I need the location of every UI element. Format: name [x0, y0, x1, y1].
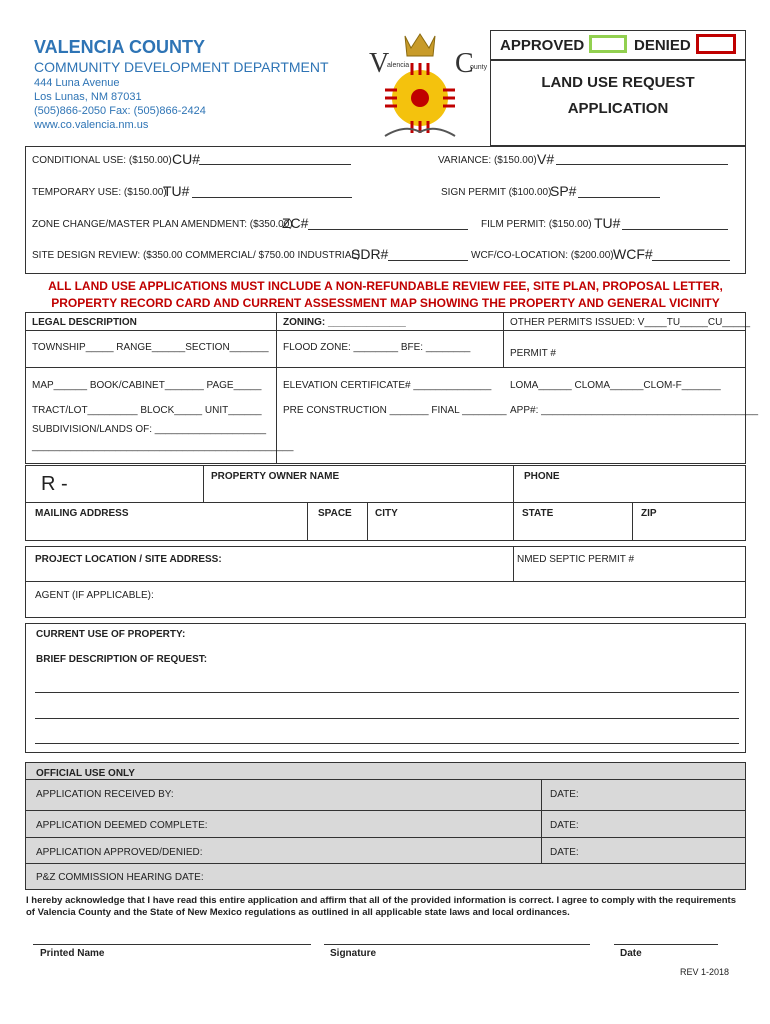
map-field[interactable]: MAP______ BOOK/CABINET_______ PAGE_____	[32, 380, 262, 391]
form-title-line2: APPLICATION	[567, 100, 669, 117]
address-line2: Los Lunas, NM 87031	[34, 91, 142, 103]
pre-construction-field[interactable]: PRE CONSTRUCTION _______ FINAL ________	[283, 405, 507, 416]
legal-description-label: LEGAL DESCRIPTION	[32, 317, 137, 328]
variance-code: V#	[537, 151, 555, 167]
received-date-field[interactable]: DATE:	[550, 789, 579, 800]
variance-field[interactable]	[556, 164, 728, 165]
dept-name: COMMUNITY DEVELOPMENT DEPARTMENT	[34, 59, 329, 75]
site-design-field[interactable]	[388, 260, 468, 261]
agent-field[interactable]: AGENT (IF APPLICABLE):	[35, 590, 154, 601]
description-line-1[interactable]	[35, 692, 739, 693]
website: www.co.valencia.nm.us	[34, 119, 149, 131]
pz-hearing-field[interactable]: P&Z COMMISSION HEARING DATE:	[36, 872, 204, 883]
wcf-code: WCF#	[613, 246, 653, 262]
subdivision-line2[interactable]: _______________________________________________	[32, 441, 294, 452]
phone-fax: (505)866-2050 Fax: (505)866-2424	[34, 105, 206, 117]
denied-checkbox[interactable]	[696, 34, 736, 54]
township-field[interactable]: TOWNSHIP_____ RANGE______SECTION_______	[32, 342, 269, 353]
temporary-use-field[interactable]	[192, 197, 352, 198]
complete-date-field[interactable]: DATE:	[550, 820, 579, 831]
owner-phone-field[interactable]: PHONE	[524, 471, 560, 482]
conditional-use-label: CONDITIONAL USE: ($150.00)	[32, 155, 172, 166]
state-field[interactable]: STATE	[522, 508, 554, 519]
mailing-address-field[interactable]: MAILING ADDRESS	[35, 508, 129, 519]
printed-name-line[interactable]	[33, 944, 311, 945]
zip-field[interactable]: ZIP	[641, 508, 657, 519]
site-design-code: SDR#	[351, 246, 389, 262]
conditional-use-code: CU#	[172, 151, 201, 167]
received-by-field[interactable]: APPLICATION RECEIVED BY:	[36, 789, 174, 800]
site-design-label: SITE DESIGN REVIEW: ($350.00 COMMERCIAL/ $750.00 INDUSTRIAL)	[32, 250, 361, 261]
wcf-field[interactable]	[652, 260, 730, 261]
film-permit-field[interactable]	[622, 229, 728, 230]
approved-denied-field[interactable]: APPLICATION APPROVED/DENIED:	[36, 847, 203, 858]
flood-zone-field[interactable]: FLOOD ZONE: ________ BFE: ________	[283, 342, 471, 353]
space-field[interactable]: SPACE	[318, 508, 352, 519]
tract-field[interactable]: TRACT/LOT_________ BLOCK_____ UNIT______	[32, 405, 262, 416]
film-permit-label: FILM PERMIT: ($150.00)	[481, 219, 592, 230]
denied-label: DENIED	[634, 37, 691, 54]
conditional-use-field[interactable]	[199, 164, 351, 165]
temporary-use-label: TEMPORARY USE: ($150.00)	[32, 187, 167, 198]
sign-permit-code: SP#	[550, 183, 577, 199]
variance-label: VARIANCE: ($150.00)	[438, 155, 537, 166]
other-permits-field[interactable]: OTHER PERMITS ISSUED: V____TU_____CU_____	[510, 317, 751, 328]
deemed-complete-field[interactable]: APPLICATION DEEMED COMPLETE:	[36, 820, 208, 831]
permit-field[interactable]: PERMIT #	[510, 348, 556, 359]
signature-label: Signature	[330, 948, 377, 959]
brief-description-label: BRIEF DESCRIPTION OF REQUEST:	[36, 654, 208, 665]
loma-field[interactable]: LOMA______ CLOMA______CLOM-F_______	[510, 380, 721, 391]
zone-change-code: ZC#	[282, 215, 309, 231]
zone-change-field[interactable]	[308, 229, 468, 230]
notice-line2: PROPERTY RECORD CARD AND CURRENT ASSESSMENT MAP SHOWING THE PROPERTY AND GENERAL VICINITY	[51, 296, 720, 310]
date-label: Date	[620, 948, 642, 959]
septic-permit-field[interactable]: NMED SEPTIC PERMIT #	[517, 554, 635, 565]
film-permit-code: TU#	[594, 215, 621, 231]
date-line[interactable]	[614, 944, 718, 945]
owner-table	[25, 465, 746, 541]
sign-permit-field[interactable]	[578, 197, 660, 198]
description-line-3[interactable]	[35, 743, 739, 744]
printed-name-label: Printed Name	[40, 948, 105, 959]
approved-label: APPROVED	[500, 37, 585, 54]
form-title-line1: LAND USE REQUEST	[541, 74, 695, 91]
app-number-field[interactable]: APP#: _______________________________________	[510, 405, 759, 416]
zone-change-label: ZONE CHANGE/MASTER PLAN AMENDMENT: ($350.00)	[32, 219, 293, 230]
temporary-use-code: TU#	[163, 183, 190, 199]
official-use-title: OFFICIAL USE ONLY	[36, 768, 135, 779]
signature-line[interactable]	[324, 944, 590, 945]
revision-label: REV 1-2018	[680, 967, 730, 977]
subdivision-field[interactable]: SUBDIVISION/LANDS OF: ____________________	[32, 424, 267, 435]
zoning-field[interactable]: ZONING: ______________	[283, 317, 406, 328]
current-use-field[interactable]: CURRENT USE OF PROPERTY:	[36, 629, 186, 640]
approved-checkbox[interactable]	[589, 35, 627, 53]
description-line-2[interactable]	[35, 718, 739, 719]
acknowledgement-text: I hereby acknowledge that I have read this entire application and affirm that all of the provided information is correct. I agree to comply with the requirements of Valencia County and the State of New Mexico regulations as outlined in all applicable state laws and local ordinances.	[26, 895, 737, 918]
city-field[interactable]: CITY	[375, 508, 398, 519]
wcf-label: WCF/CO-LOCATION: ($200.00)	[471, 250, 614, 261]
r-number-field[interactable]: R -	[41, 473, 68, 495]
notice-line1: ALL LAND USE APPLICATIONS MUST INCLUDE A NON-REFUNDABLE REVIEW FEE, SITE PLAN, PROPOSAL LETTER,	[48, 279, 723, 293]
project-location-field[interactable]: PROJECT LOCATION / SITE ADDRESS:	[35, 554, 222, 565]
county-logo: V alencia C ounty	[345, 28, 503, 146]
zia-sun-icon	[345, 28, 503, 146]
sign-permit-label: SIGN PERMIT ($100.00)	[441, 187, 552, 198]
owner-name-field[interactable]: PROPERTY OWNER NAME	[211, 471, 340, 482]
address-line1: 444 Luna Avenue	[34, 77, 120, 89]
approved-date-field[interactable]: DATE:	[550, 847, 579, 858]
org-title: VALENCIA COUNTY	[34, 37, 205, 57]
elevation-cert-field[interactable]: ELEVATION CERTIFICATE# ______________	[283, 380, 492, 391]
